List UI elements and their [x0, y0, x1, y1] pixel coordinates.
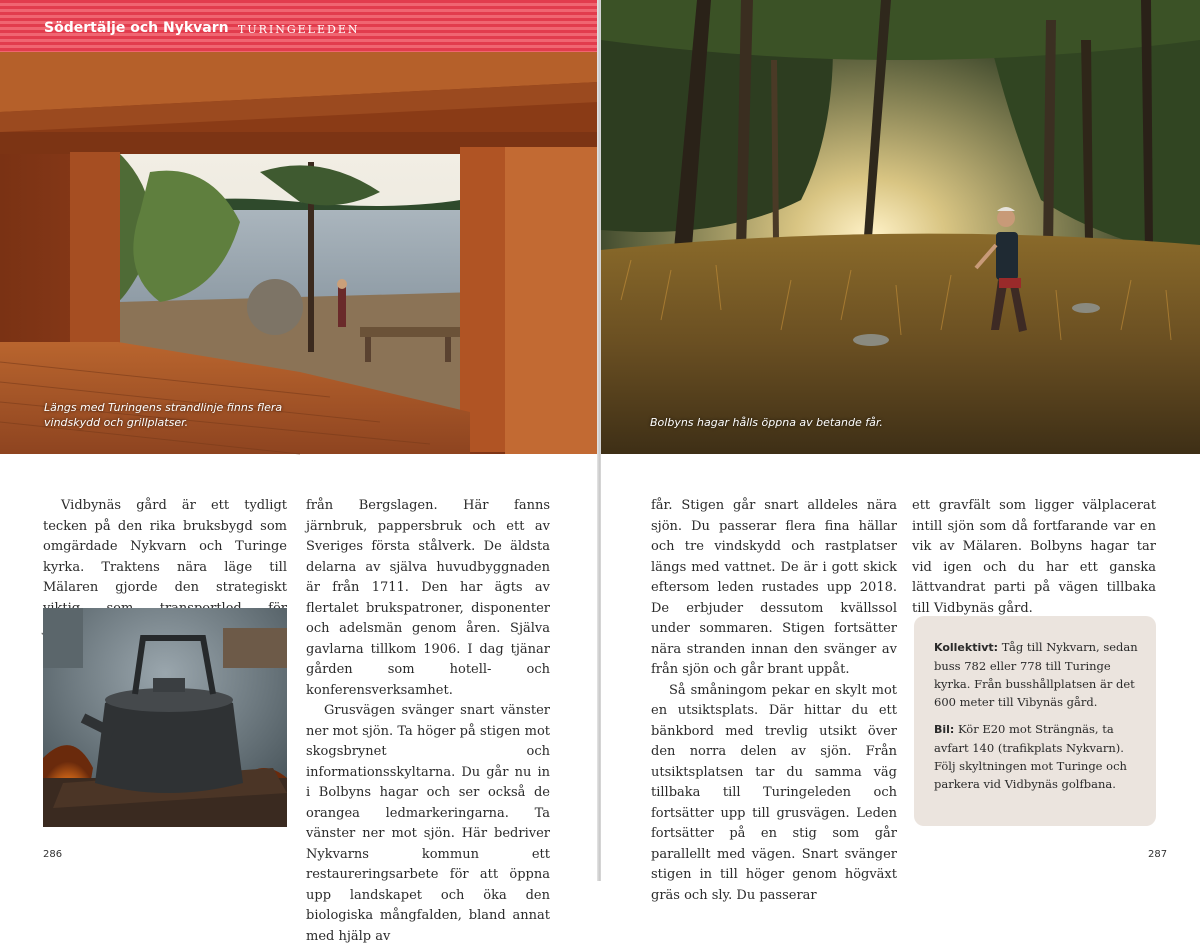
shelter-lake-photo — [0, 52, 598, 454]
paragraph: ett gravfält som ligger välplacerat intill sjön som då fortfarande var en vik av Mälaren. Bolbyns hagar tar vid igen och du har ett ganska lättvandrat parti på vägen tillbaka till Vidbynäs gård. — [912, 498, 1156, 616]
running-header — [0, 0, 598, 52]
right-column-2 — [912, 496, 1156, 619]
kettle-fire-photo — [43, 608, 287, 827]
info-bil — [934, 720, 1142, 793]
chapter-title: Södertälje och Nykvarn — [44, 20, 229, 36]
left-column-2 — [306, 496, 550, 947]
info-text: Tåg till Nykvarn, sedan buss 782 eller 778 till Turinge kyrka. Från busshållplatsen är det 600 meter till Vibynäs gård. — [934, 640, 1138, 709]
info-kollektivt — [934, 638, 1142, 711]
paragraph: Grusvägen svänger snart vänster ner mot sjön. Ta höger på stigen mot skogsbrynet och informationsskyltarna. Du går nu in i Bolbyns hagar och ser också de orangea ledmarkeringarna. Ta vänster ner mot sjön. Här bedriver Nykvarns kommun ett restaureringsarbete för att öppna upp landskapet och öka den biologiska mångfalden, bland annat med hjälp av — [306, 703, 550, 944]
left-page — [0, 0, 598, 944]
travel-info-box — [914, 616, 1156, 826]
info-text: Kör E20 mot Strängnäs, ta avfart 140 (trafikplats Nykvarn). Följ skyltningen mot Turinge och parkera vid Vidbynäs golfbana. — [934, 722, 1127, 791]
meadow-hiker-photo — [601, 0, 1200, 454]
page-number: 287 — [1148, 849, 1168, 860]
paragraph: Vidbynäs gård är ett tydligt tecken på den rika bruksbygd som omgärdade Nykvarn och Turinge kyrka. Traktens nära läge till Mälaren gjorde den strategiskt — [43, 498, 287, 595]
trail-name: TURINGELEDEN — [238, 23, 360, 36]
page-number: 286 — [43, 849, 63, 860]
paragraph: från Bergslagen. Här fanns järnbruk, pappersbruk och ett av Sveriges första stålverk. De äldsta delarna av själva huvudbyggnaden är från 1711. Den har ägts av flertalet brukspatroner, disponenter och adelsmän genom åren. Själva gavlarna tillkom 1906. I dag tjänar gården som hotell- och konferensverksamhet. — [306, 498, 550, 698]
info-label: Kollektivt: — [934, 641, 999, 654]
paragraph: Så småningom pekar en skylt mot en utsiktsplats. Där hittar du ett bänkbord med trevlig utsikt över den norra delen av sjön. Från utsiktsplatsen tar du samma väg tillbaka till Turingeleden och fortsätter upp till grusvägen. Leden fortsätter på en stig som går parallellt med vägen. Snart svänger stigen in till höger genom högväxt gräs och sly. Du passerar — [651, 682, 897, 903]
info-label: Bil: — [934, 723, 955, 736]
right-column-1 — [651, 496, 897, 906]
right-page — [601, 0, 1200, 903]
paragraph: får. Stigen går snart alldeles nära sjön. Du passerar flera fina hällar och tre vindskydd och rastplatser längs med vattnet. De är i gott skick eftersom leden rustades upp 2018. De erbjuder dessutom kvällssol under sommaren. Stigen fortsätter nära stranden innan den svänger av från sjön och går brant uppåt. — [651, 498, 897, 677]
shelter-photo-caption: Längs med Turingens strandlinje finns flera vindskydd och grillplatser. — [44, 401, 283, 429]
meadow-photo-caption: Bolbyns hagar hålls öppna av betande får. — [650, 416, 883, 429]
